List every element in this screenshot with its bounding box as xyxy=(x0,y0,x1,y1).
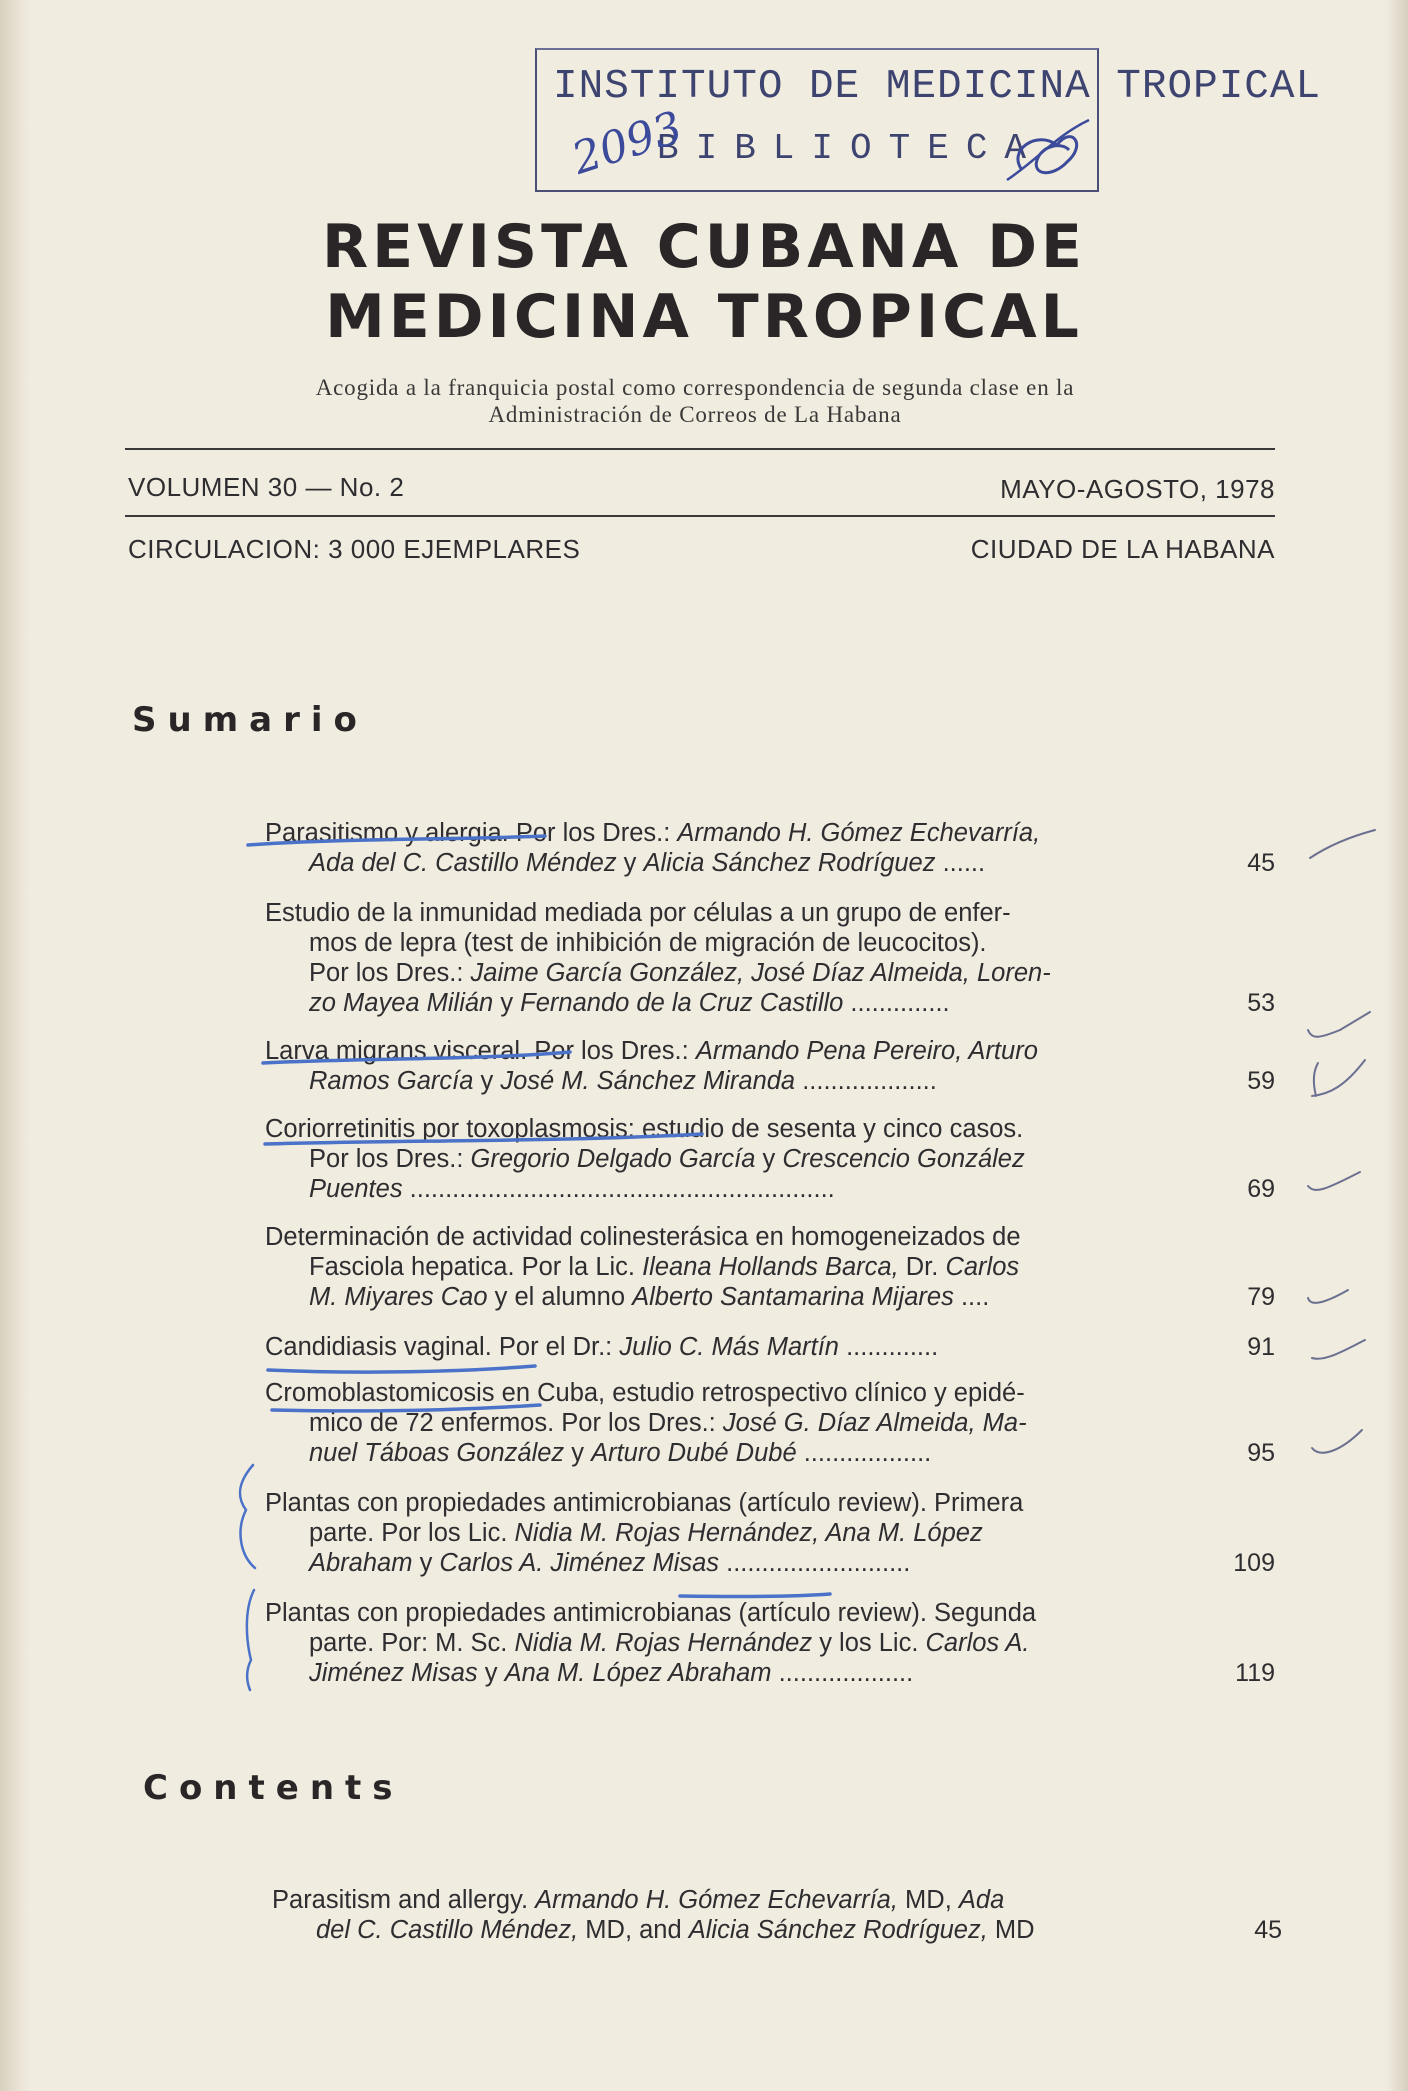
stamp-handwriting xyxy=(537,50,1097,190)
toc-entry-line xyxy=(272,1915,1197,1945)
toc-entry-line xyxy=(265,928,1190,958)
toc-authors: Alberto Santamarina Mijares xyxy=(632,1283,954,1311)
toc-entry-line xyxy=(265,818,1190,848)
toc-entry xyxy=(265,1332,1275,1362)
toc-page-number: 119 xyxy=(1235,1659,1275,1687)
toc-authors: José M. Sánchez Miranda xyxy=(500,1067,796,1095)
toc-entry-line xyxy=(265,1332,1190,1362)
toc-authors: Crescencio González xyxy=(782,1145,1025,1173)
toc-page-number: 53 xyxy=(1247,989,1275,1017)
tick-79 xyxy=(1308,1290,1348,1303)
toc-authors: Fernando de la Cruz Castillo xyxy=(520,989,844,1017)
toc-text: y xyxy=(755,1145,783,1173)
toc-entry-line xyxy=(265,1378,1190,1408)
toc-entry-line xyxy=(265,1658,1190,1688)
toc-text: Candidiasis vaginal. Por el Dr.: xyxy=(265,1333,620,1361)
journal-title-line2: MEDICINA TROPICAL xyxy=(325,282,1083,352)
library-stamp xyxy=(535,48,1322,192)
toc-entry xyxy=(265,1488,1275,1578)
toc-authors: Ana M. López Abraham xyxy=(504,1659,772,1687)
tick-95 xyxy=(1312,1430,1362,1453)
toc-authors: Julio C. Más Martín xyxy=(619,1333,839,1361)
toc-entry-line xyxy=(265,1036,1190,1066)
toc-text: MD xyxy=(987,1916,1035,1944)
toc-text: Cromoblastomicosis en Cuba, estudio retrospectivo clínico y epidé- xyxy=(265,1379,1025,1407)
toc-authors: Puentes xyxy=(309,1175,403,1203)
toc-text: .................. xyxy=(796,1439,932,1467)
toc-authors: Nidia M. Rojas Hernández, Ana M. López xyxy=(514,1519,983,1547)
toc-authors: del C. Castillo Méndez, xyxy=(316,1916,579,1944)
toc-text: y xyxy=(493,989,521,1017)
toc-entry-line xyxy=(265,1222,1190,1252)
toc-text: Plantas con propiedades antimicrobianas (artículo review). Segunda xyxy=(265,1599,1037,1627)
toc-authors: Carlos xyxy=(945,1253,1020,1281)
toc-entry-line xyxy=(265,1252,1190,1282)
toc-page-number: 45 xyxy=(1254,1916,1282,1944)
toc-authors: Ileana Hollands Barca, xyxy=(642,1253,899,1281)
bracket-plantas-2 xyxy=(247,1590,254,1690)
tick-91 xyxy=(1312,1340,1365,1359)
toc-entry xyxy=(265,898,1275,1018)
toc-text: y xyxy=(412,1549,440,1577)
toc-authors: Ada del C. Castillo Méndez xyxy=(309,849,617,877)
toc-entry-line xyxy=(265,1548,1190,1578)
toc-text: mico de 72 enfermos. Por los Dres.: xyxy=(309,1409,723,1437)
toc-authors: Alicia Sánchez Rodríguez, xyxy=(688,1916,988,1944)
toc-entry xyxy=(265,1114,1275,1204)
toc-entry-line xyxy=(265,1144,1190,1174)
toc-page-number: 79 xyxy=(1247,1283,1275,1311)
toc-text: Fasciola hepatica. Por la Lic. xyxy=(309,1253,643,1281)
underline-candidiasis xyxy=(268,1366,535,1372)
issue-date: MAYO-AGOSTO, 1978 xyxy=(1000,474,1275,504)
tick-69 xyxy=(1308,1172,1360,1190)
toc-text: mos de lepra (test de inhibición de migración de leucocitos). xyxy=(309,929,987,957)
toc-authors: zo Mayea Milián xyxy=(309,989,494,1017)
toc-page-number: 109 xyxy=(1233,1549,1275,1577)
toc-text: Por los Dres.: xyxy=(309,1145,471,1173)
toc-entry-line xyxy=(265,1066,1190,1096)
bracket-plantas-1 xyxy=(240,1465,255,1568)
toc-entry-line xyxy=(265,1518,1190,1548)
toc-text: y xyxy=(564,1439,592,1467)
toc-entry-line xyxy=(265,848,1190,878)
toc-text: y xyxy=(616,849,644,877)
toc-text: Larva migrans visceral. Por los Dres.: xyxy=(265,1037,696,1065)
toc-text: MD, and xyxy=(578,1916,689,1944)
issue-city: CIUDAD DE LA HABANA xyxy=(970,534,1275,564)
toc-page-number: 59 xyxy=(1247,1067,1275,1095)
toc-text: ................... xyxy=(795,1067,937,1095)
toc-text: Parasitism and allergy. xyxy=(272,1886,536,1914)
toc-authors: José G. Díaz Almeida, Ma- xyxy=(722,1409,1027,1437)
divider-top xyxy=(125,448,1275,450)
toc-entry xyxy=(272,1885,1282,1945)
tick-45 xyxy=(1310,830,1375,858)
toc-text: parte. Por: M. Sc. xyxy=(309,1629,515,1657)
postal-note-line1: Acogida a la franquicia postal como correspondencia de segunda clase en la xyxy=(315,375,1075,400)
toc-entry-line xyxy=(265,1408,1190,1438)
toc-page-number: 91 xyxy=(1247,1333,1275,1361)
toc-authors: Nidia M. Rojas Hernández xyxy=(514,1629,813,1657)
toc-authors: Gregorio Delgado García xyxy=(470,1145,756,1173)
toc-text: ................... xyxy=(771,1659,914,1687)
toc-authors: Ramos García xyxy=(309,1067,474,1095)
toc-entry xyxy=(265,1222,1275,1312)
tick-53 xyxy=(1308,1012,1370,1037)
toc-authors: Armando H. Gómez Echevarría, xyxy=(677,819,1041,847)
toc-entry-line xyxy=(265,958,1190,988)
toc-text: Dr. xyxy=(898,1253,946,1281)
toc-text: .... xyxy=(953,1283,990,1311)
toc-authors: M. Miyares Cao xyxy=(309,1283,488,1311)
stamp-library: BIBLIOTECA xyxy=(657,128,1044,169)
toc-page-number: 69 xyxy=(1247,1175,1275,1203)
toc-entry-line xyxy=(265,1598,1190,1628)
toc-text: Determinación de actividad colinesterásica en homogeneizados de xyxy=(265,1223,1021,1251)
toc-text: Por los Dres.: xyxy=(309,959,471,987)
toc-entry xyxy=(265,1036,1275,1096)
toc-authors: Ada xyxy=(958,1886,1005,1914)
toc-entry-line xyxy=(265,1282,1190,1312)
toc-entry-line xyxy=(265,1438,1190,1468)
postal-note-line2: Administración de Correos de La Habana xyxy=(488,402,902,427)
postal-note xyxy=(190,374,1200,428)
toc-text: Estudio de la inmunidad mediada por células a un grupo de enfer- xyxy=(265,899,1011,927)
toc-authors: Jiménez Misas xyxy=(309,1659,478,1687)
toc-authors: Carlos A. xyxy=(925,1629,1030,1657)
underline-misas xyxy=(680,1594,830,1597)
divider-bottom xyxy=(125,515,1275,517)
toc-authors: Abraham xyxy=(309,1549,413,1577)
toc-text: .............. xyxy=(843,989,950,1017)
issue-volume: VOLUMEN 30 — No. 2 xyxy=(128,472,405,502)
toc-text: .......................... xyxy=(719,1549,911,1577)
toc-entry-line xyxy=(265,1114,1190,1144)
stamp-handwritten-number: 2093 xyxy=(566,101,689,185)
toc-authors: Armando Pena Pereiro, Arturo xyxy=(695,1037,1038,1065)
stamp-institution: INSTITUTO DE MEDICINA TROPICAL xyxy=(553,64,1322,110)
toc-entry-line xyxy=(265,988,1190,1018)
toc-page-number: 95 xyxy=(1247,1439,1275,1467)
toc-entry xyxy=(265,818,1275,878)
toc-authors: Arturo Dubé Dubé xyxy=(591,1439,797,1467)
journal-title-line1: REVISTA CUBANA DE xyxy=(321,212,1086,282)
toc-text: ............................................................ xyxy=(402,1175,835,1203)
toc-authors: Carlos A. Jiménez Misas xyxy=(439,1549,720,1577)
toc-text: ............. xyxy=(838,1333,939,1361)
toc-entry-line xyxy=(265,1174,1190,1204)
toc-entry xyxy=(265,1378,1275,1468)
toc-authors: Jaime García González, José Díaz Almeida, Loren- xyxy=(470,959,1051,987)
toc-entry-line xyxy=(265,898,1190,928)
tick-59 xyxy=(1312,1060,1365,1096)
toc-entry-line xyxy=(265,1628,1190,1658)
toc-text: parte. Por los Lic. xyxy=(309,1519,515,1547)
toc-text: y el alumno xyxy=(487,1283,633,1311)
toc-text: Plantas con propiedades antimicrobianas (artículo review). Primera xyxy=(265,1489,1024,1517)
toc-authors: Alicia Sánchez Rodríguez xyxy=(643,849,936,877)
toc-page-number: 45 xyxy=(1247,849,1275,877)
toc-text: y xyxy=(477,1659,505,1687)
sumario-heading: Sumario xyxy=(132,700,368,740)
toc-authors: Armando H. Gómez Echevarría, xyxy=(535,1886,898,1914)
toc-text: y los Lic. xyxy=(812,1629,926,1657)
toc-entry-line xyxy=(265,1488,1190,1518)
contents-heading: Contents xyxy=(143,1768,404,1808)
toc-entry-line xyxy=(272,1885,1197,1915)
toc-text: MD, xyxy=(897,1886,959,1914)
toc-authors: nuel Táboas González xyxy=(309,1439,565,1467)
issue-circulation: CIRCULACION: 3 000 EJEMPLARES xyxy=(128,534,581,564)
toc-text: Coriorretinitis por toxoplasmosis: estudio de sesenta y cinco casos. xyxy=(265,1115,1024,1143)
toc-text: Parasitismo y alergia. Por los Dres.: xyxy=(265,819,678,847)
toc-text: y xyxy=(473,1067,501,1095)
toc-entry xyxy=(265,1598,1275,1688)
toc-text: ...... xyxy=(935,849,986,877)
